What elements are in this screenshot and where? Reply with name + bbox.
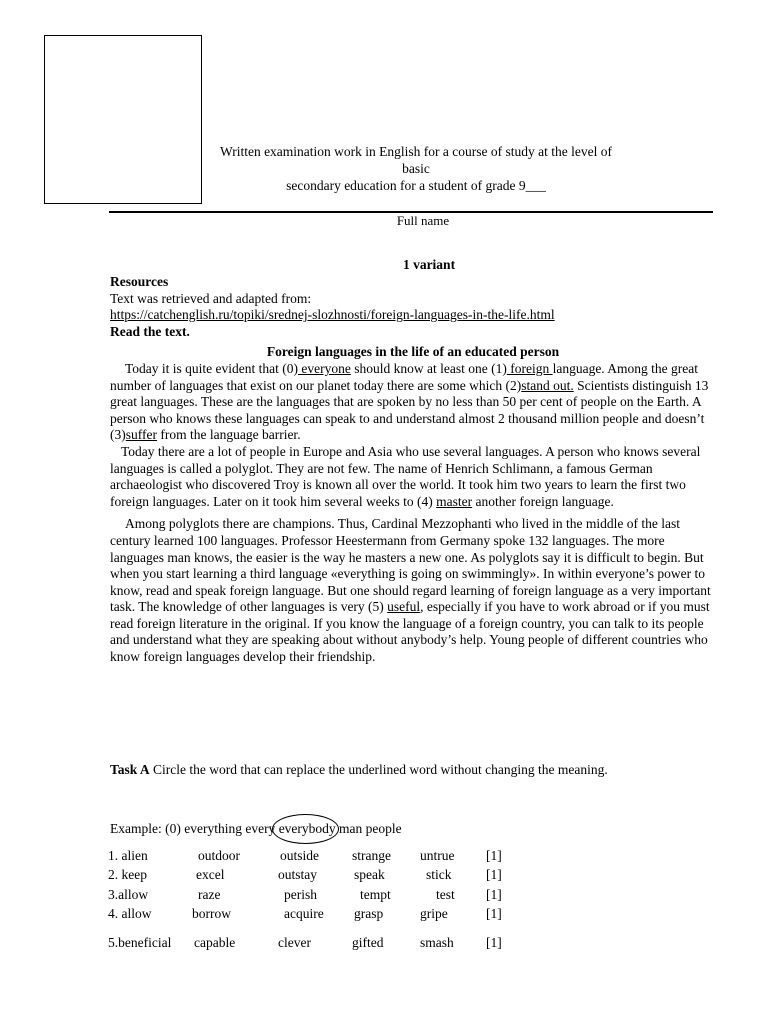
task-a-instruction: Task A Circle the word that can replace the underlined word without changing the meaning.: [110, 762, 608, 777]
underlined-word-3: suffer: [125, 427, 157, 443]
circled-answer: everybody: [278, 821, 336, 836]
exam-title-line2: secondary education for a student of grade 9___: [286, 178, 546, 193]
task-a-row-5: 5.beneficial capable clever gifted smash [1]: [108, 934, 502, 950]
article-title: Foreign languages in the life of an educated person: [266, 344, 560, 360]
underlined-word-2: stand out.: [521, 377, 574, 393]
underlined-word-0: everyone: [298, 360, 351, 376]
task-a-options-table: [108, 846, 518, 953]
full-name-label: Full name: [396, 213, 450, 228]
article-paragraph-1: Today it is quite evident that (0) everyone should know at least one (1) foreign language. Among the great number of languages that exist on our planet today there are some which (2)stand out. Scientists distinguish 13 great languages. These are the languages that are spoken by no less than 50 per cent of people on the Earth. A person who knows these languages can speak to and understand almost 2 thousand million people and doesn’t (3)suffer from the language barrier.: [110, 360, 709, 443]
task-a-example: Example: (0) everything every everybody man people: [110, 821, 402, 836]
underlined-word-1: foreign: [506, 360, 553, 376]
document-body: [110, 274, 716, 666]
photo-box: [44, 35, 202, 204]
read-instruction: Read the text.: [110, 323, 190, 339]
resources-text: Text was retrieved and adapted from:: [110, 290, 312, 306]
resources-heading: Resources: [110, 274, 169, 289]
resource-link[interactable]: https://catchenglish.ru/topiki/srednej-slozhnosti/foreign-languages-in-the-life.html: [110, 307, 555, 323]
task-a-row-1: 1. alien outdoor outside strange untrue [1]: [108, 847, 502, 863]
exam-title: [210, 143, 622, 194]
exam-title-line1: Written examination work in English for a course of study at the level of basic: [220, 144, 612, 176]
variant-heading: 1 variant: [402, 257, 456, 272]
task-a-row-2: 2. keep excel outstay speak stick [1]: [108, 867, 502, 883]
task-a-label: Task A: [110, 762, 150, 777]
task-a-row-4: 4. allow borrow acquire grasp gripe [1]: [108, 906, 502, 922]
underlined-word-5: useful: [387, 599, 421, 615]
task-a-row-3: 3.allow raze perish tempt test [1]: [108, 886, 502, 902]
underlined-word-4: master: [436, 493, 473, 509]
article-paragraph-3: Among polyglots there are champions. Thus, Cardinal Mezzophanti who lived in the middle of the last century learned 100 languages. Professor Heestermann from Germany spoke 132 languages. The more languages man knows, the easier is the way he masters a new one. As polyglots say it is difficult to begin. But when you start learning a third language «everything is going on swimmingly». In within everyone’s power to know, read and speak foreign language. But one should regard learning of foreign language as a very important task. The knowledge of other languages is very (5) useful, especially if you have to work abroad or if you must read foreign literature in the original. If you know the language of a foreign country, you can talk to its people and understand what they are speaking about without anybody’s help. Young people of different countries who know foreign languages develop their friendship.: [110, 516, 711, 665]
article-paragraph-2: Today there are a lot of people in Europe and Asia who use several languages. A person who knows several languages is called a polyglot. They are not few. The name of Henrich Schlimann, a famous German archaeologist who discovered Troy is known all over the world. It took him two years to learn the first two foreign languages. Later on it took him several weeks to (4) master another foreign language.: [110, 443, 701, 509]
